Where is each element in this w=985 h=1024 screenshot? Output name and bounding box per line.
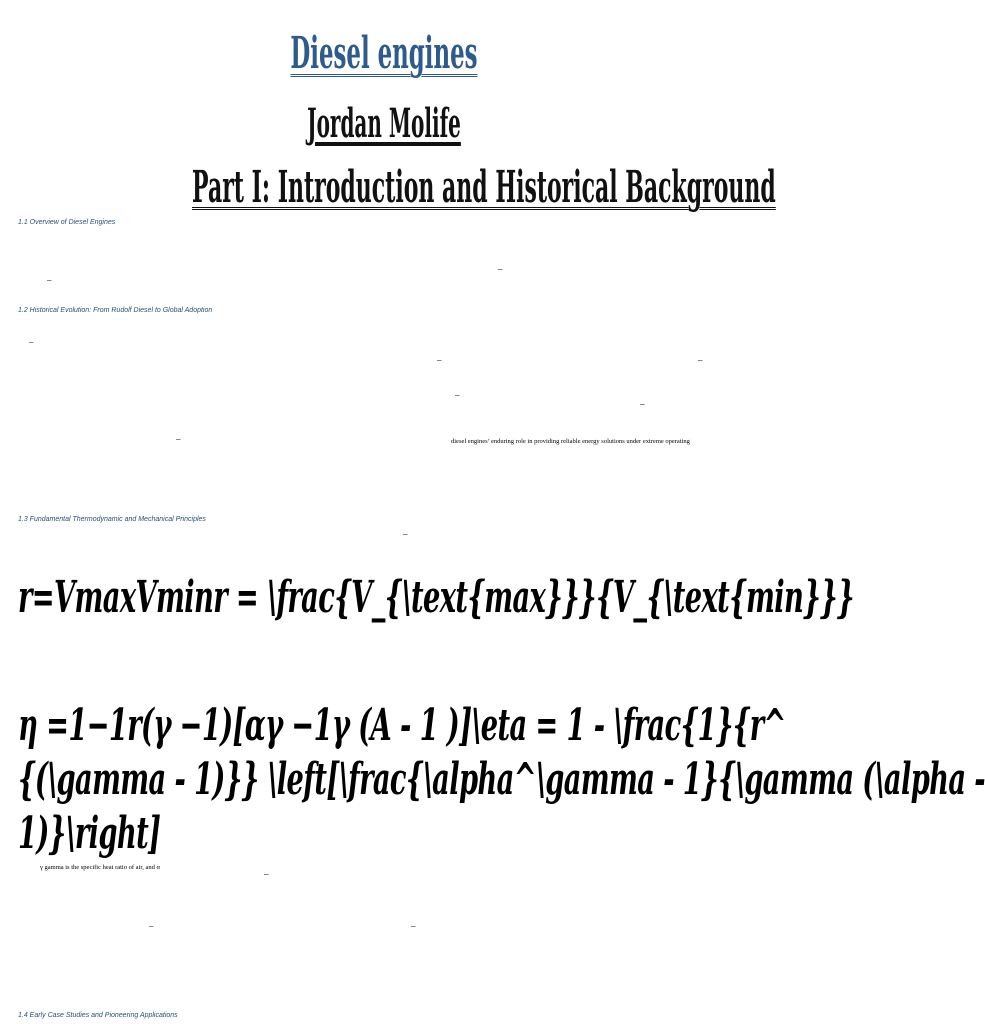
part-title: Part I: Introduction and Historical Background bbox=[192, 162, 776, 213]
dash-mark: – bbox=[498, 264, 503, 274]
dash-mark: – bbox=[176, 434, 181, 444]
efficiency-formula-line-1: η =1−1r(γ −1)[αγ −1γ (A - 1 )]\eta = 1 - \frac{1}{r^ bbox=[18, 700, 786, 751]
dash-mark: – bbox=[149, 921, 154, 931]
dash-mark: – bbox=[264, 869, 269, 879]
compression-ratio-formula: r=VmaxVminr = \frac{V_{\text{max}}}{V_{\text{min}}} bbox=[18, 572, 854, 623]
dash-mark: – bbox=[411, 921, 416, 931]
section-heading-1-2: 1.2 Historical Evolution: From Rudolf Diesel to Global Adoption bbox=[18, 307, 213, 314]
dash-mark: – bbox=[640, 399, 645, 409]
dash-mark: – bbox=[47, 275, 52, 285]
dash-mark: – bbox=[29, 337, 34, 347]
document-title: Diesel engines bbox=[290, 28, 478, 79]
dash-mark: – bbox=[698, 355, 703, 365]
efficiency-formula-line-3: 1)}\right] bbox=[18, 808, 161, 859]
section-heading-1-4: 1.4 Early Case Studies and Pioneering Applications bbox=[18, 1012, 178, 1019]
author-name: Jordan Molife bbox=[307, 100, 461, 147]
dash-mark: – bbox=[437, 355, 442, 365]
dash-mark: – bbox=[455, 390, 460, 400]
gamma-note: γ gamma is the specific heat ratio of air, and α bbox=[40, 864, 160, 871]
body-text-fragment: diesel engines’ enduring role in providing reliable energy solutions under extreme operating bbox=[451, 438, 690, 445]
section-heading-1-1: 1.1 Overview of Diesel Engines bbox=[18, 219, 116, 226]
efficiency-formula-line-2: {(\gamma - 1)}} \left[\frac{\alpha^\gamma - 1}{\gamma (\alpha - bbox=[18, 754, 985, 805]
dash-mark: – bbox=[403, 529, 408, 539]
section-heading-1-3: 1.3 Fundamental Thermodynamic and Mechanical Principles bbox=[18, 516, 206, 523]
